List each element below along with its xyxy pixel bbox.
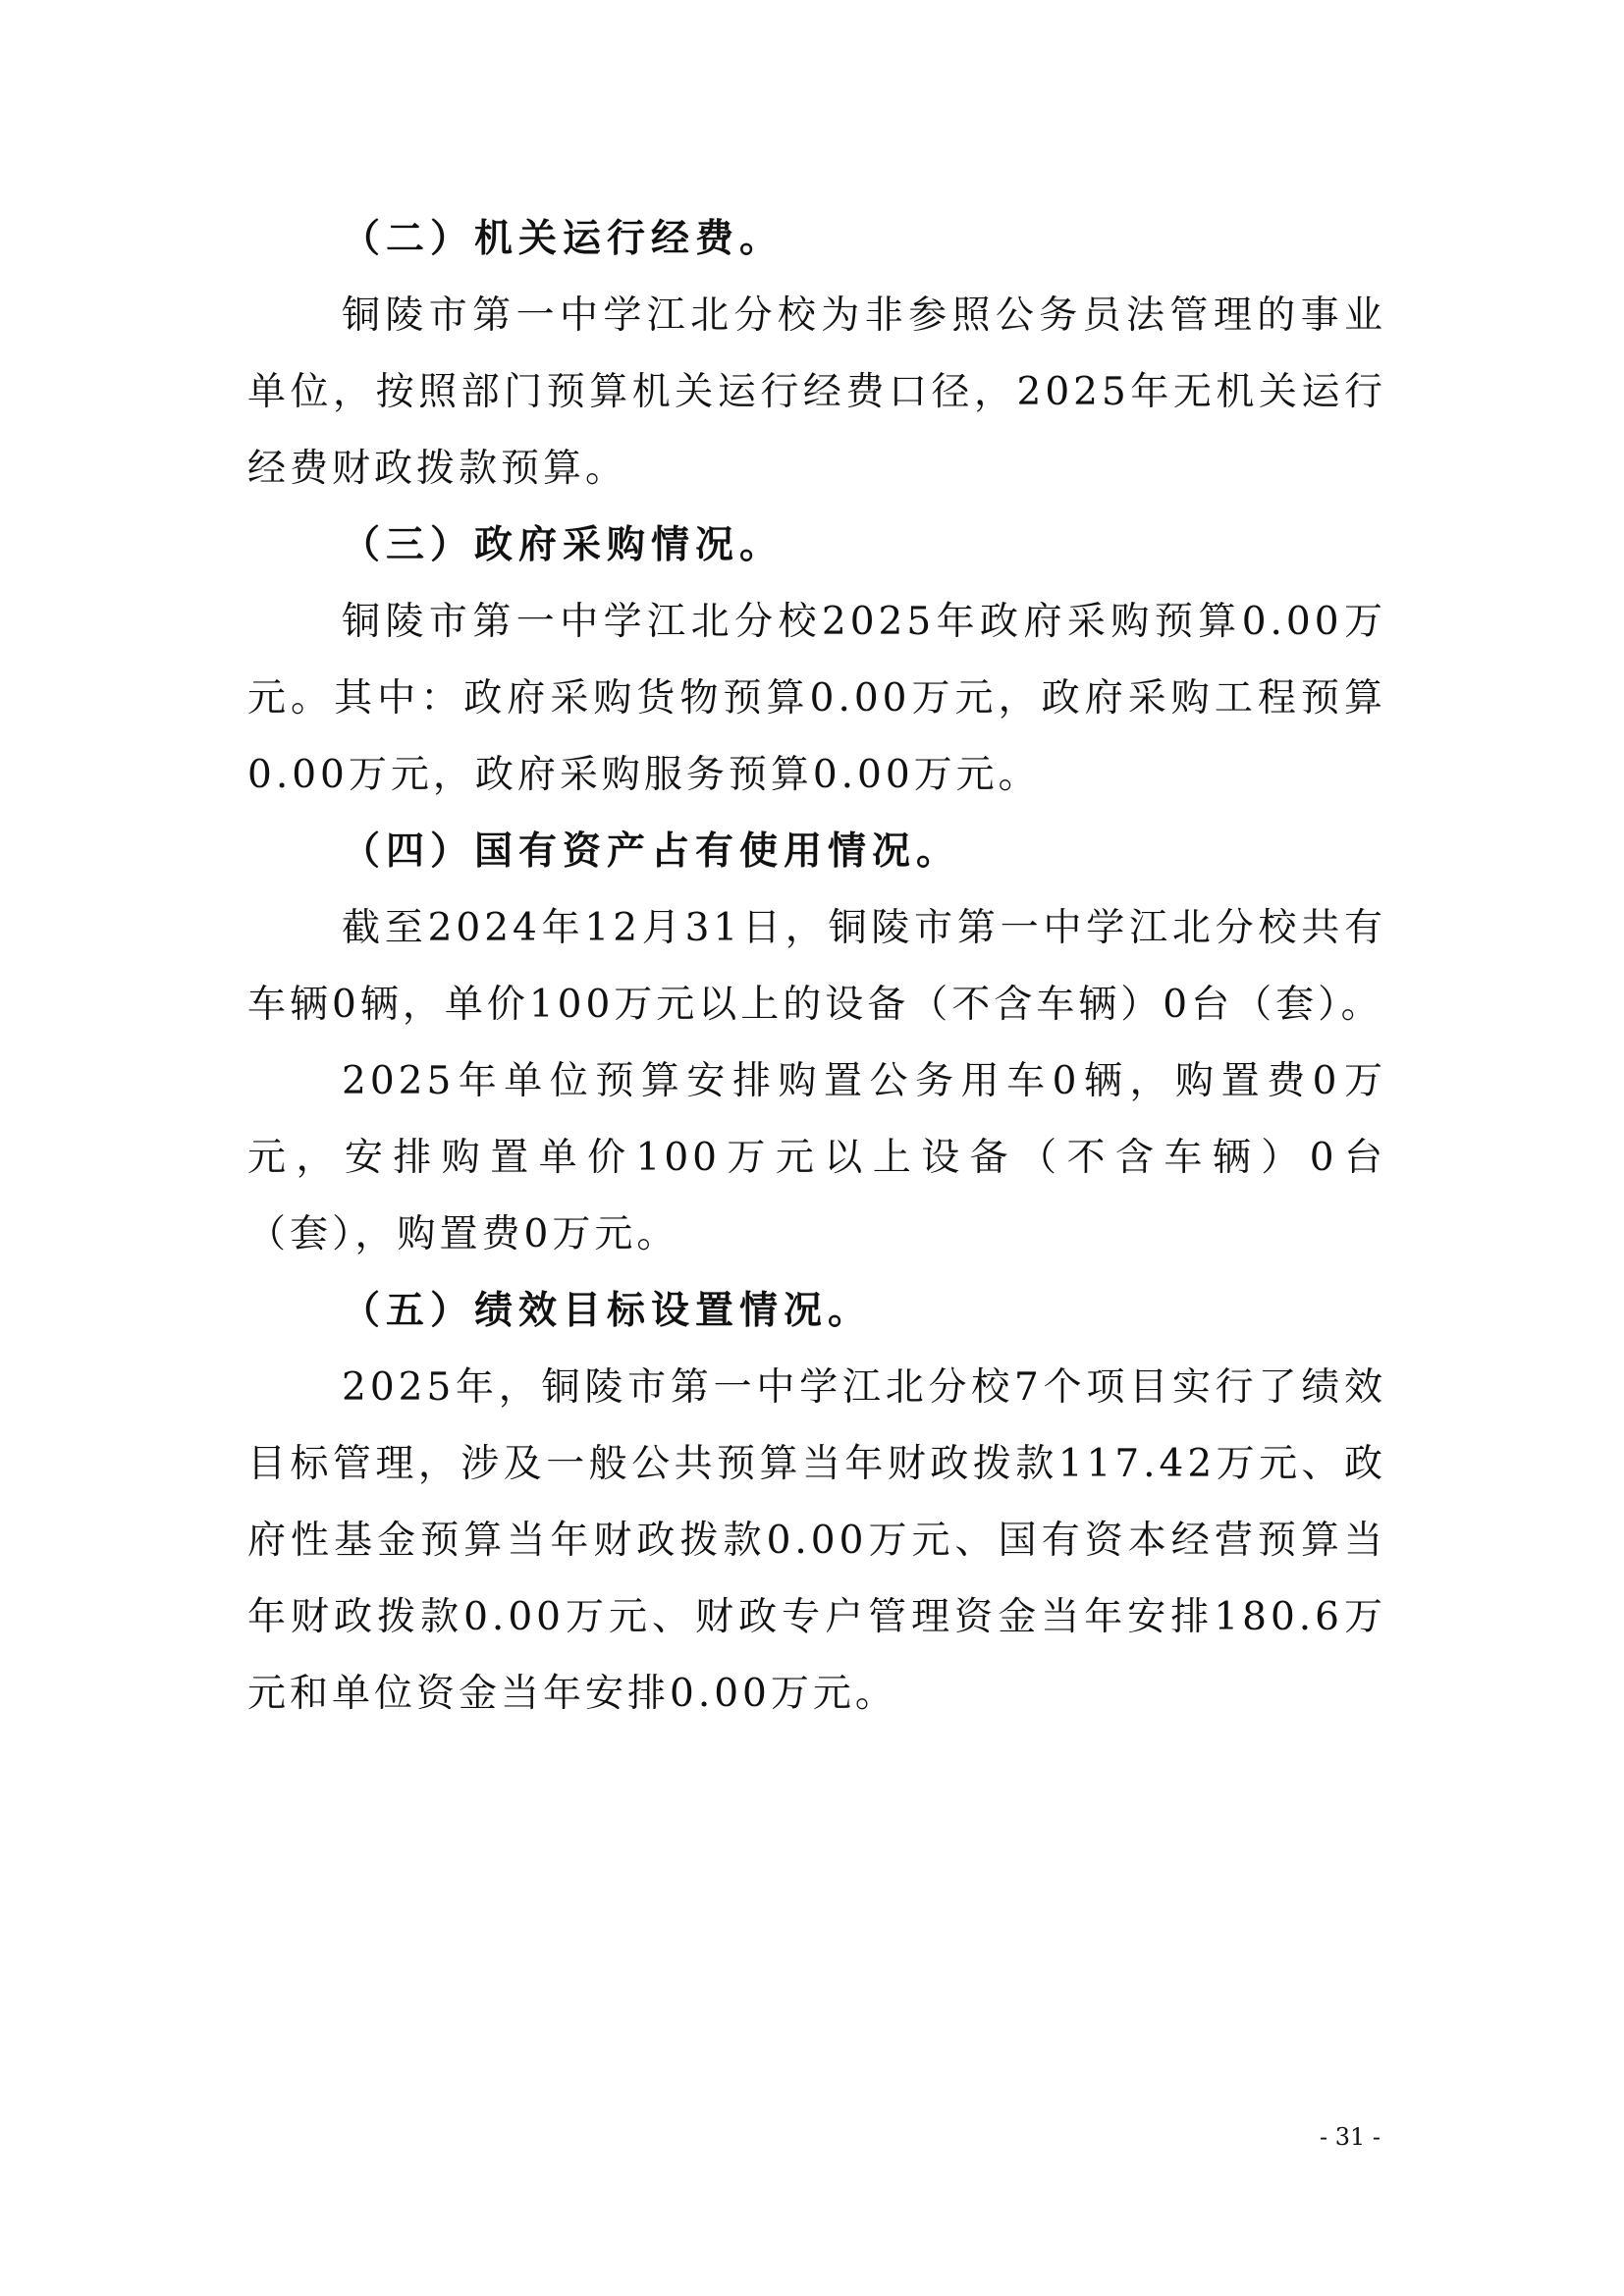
page-number: - 31 - — [1319, 2123, 1380, 2151]
section-heading-procurement: （三）政府采购情况。 — [342, 523, 785, 567]
paragraph-operating-costs: 铜陵市第一中学江北分校为非参照公务员法管理的事业单位，按照部门预算机关运行经费口径，2025年无机关运行经费财政拨款预算。 — [247, 294, 1386, 491]
section-heading-operating-costs: （二）机关运行经费。 — [342, 217, 785, 261]
section-heading-state-assets: （四）国有资产占有使用情况。 — [342, 829, 961, 874]
document-body — [247, 201, 1386, 1733]
paragraph-procurement: 铜陵市第一中学江北分校2025年政府采购预算0.00万元。其中：政府采购货物预算0.00万元，政府采购工程预算0.00万元，政府采购服务预算0.00万元。 — [247, 600, 1386, 797]
paragraph-state-assets-purchases: 2025年单位预算安排购置公务用车0辆，购置费0万元，安排购置单价100万元以上设备（不含车辆）0台（套），购置费0万元。 — [247, 1059, 1386, 1256]
paragraph-performance-targets: 2025年，铜陵市第一中学江北分校7个项目实行了绩效目标管理，涉及一般公共预算当年财政拨款117.42万元、政府性基金预算当年财政拨款0.00万元、国有资本经营预算当年财政拨款0.00万元、财政专户管理资金当年安排180.6万元和单位资金当年安排0.00万元。 — [247, 1365, 1386, 1716]
section-heading-performance-targets: （五）绩效目标设置情况。 — [342, 1289, 873, 1333]
paragraph-state-assets-holdings: 截至2024年12月31日，铜陵市第一中学江北分校共有车辆0辆，单价100万元以上的设备（不含车辆）0台（套）。 — [247, 906, 1386, 1027]
